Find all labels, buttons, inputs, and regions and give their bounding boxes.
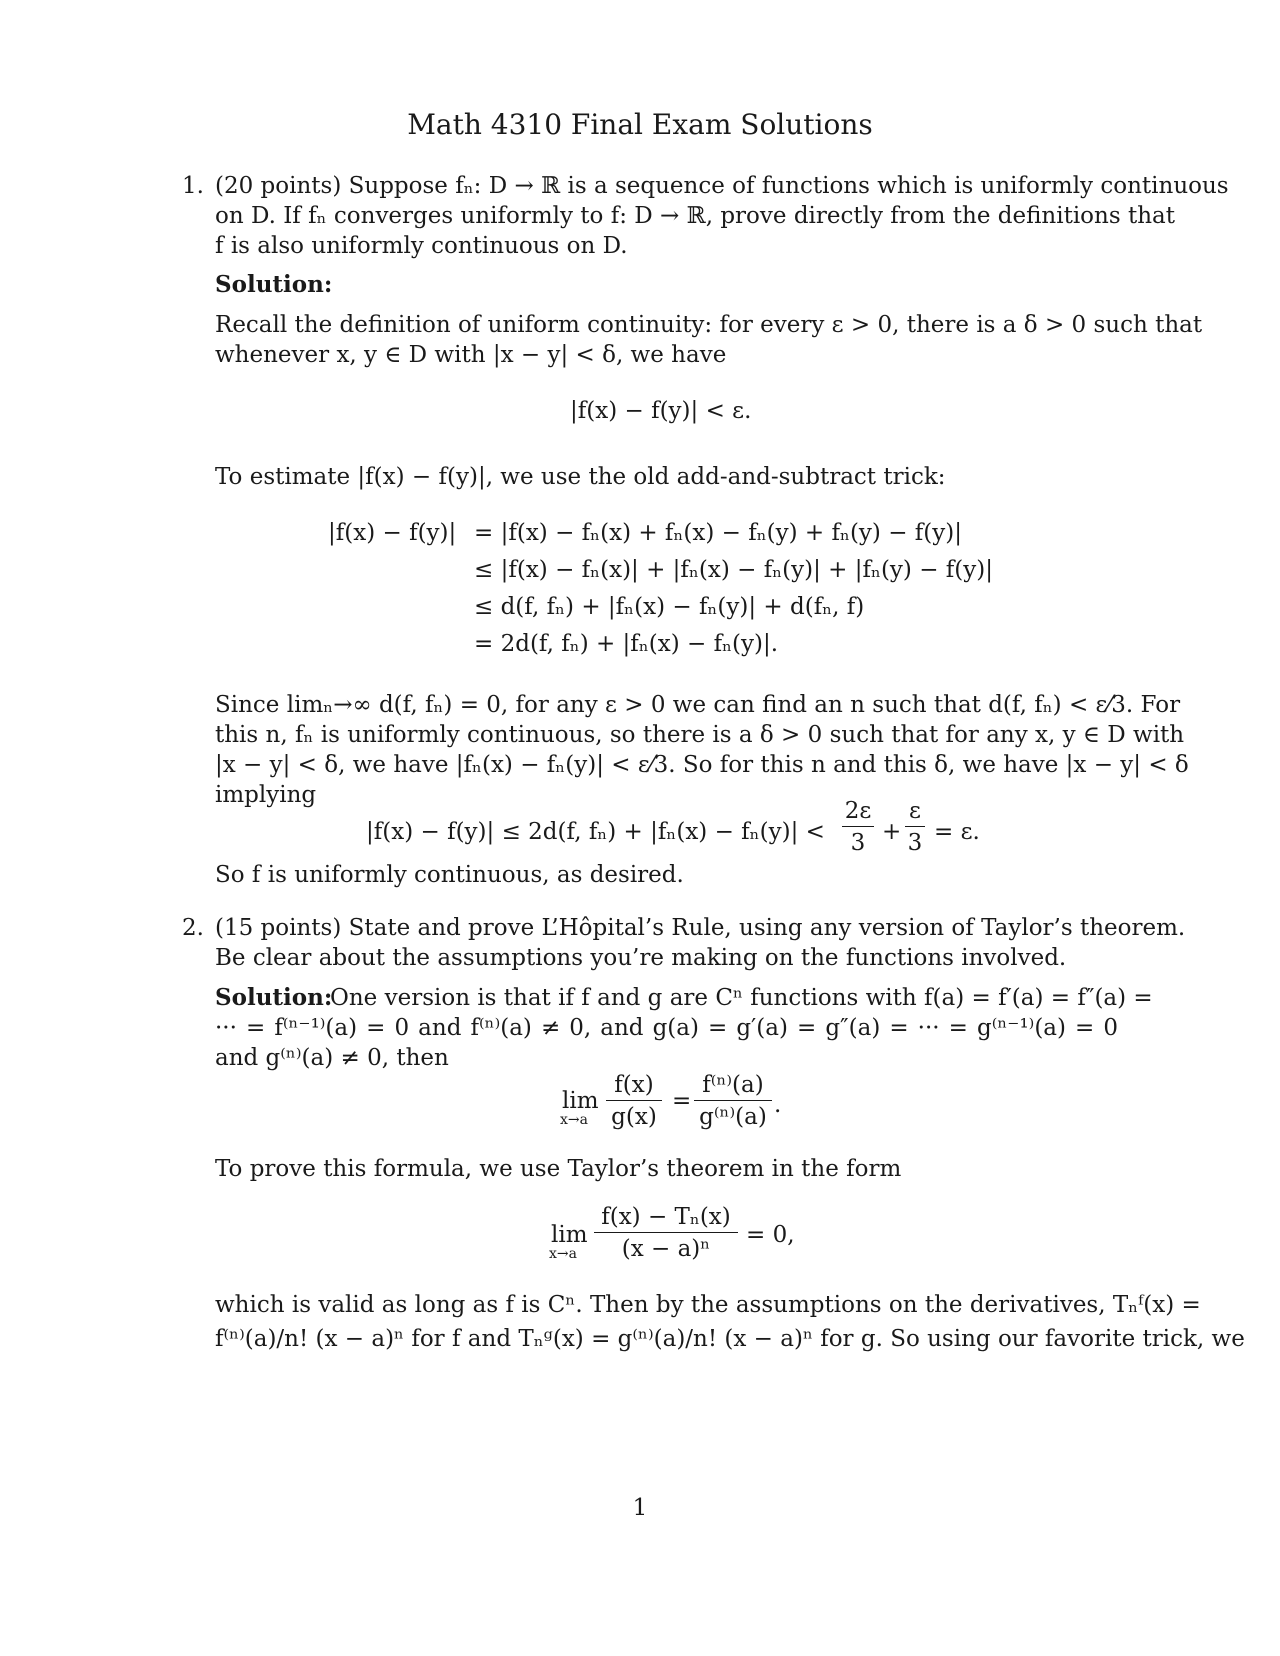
display-equation: |f(x) − f(y)| ≤ 2d(f, fₙ) + |fₙ(x) − fₙ(y)| <: [366, 819, 825, 845]
paragraph-line: ··· = f⁽ⁿ⁻¹⁾(a) = 0 and f⁽ⁿ⁾(a) ≠ 0, and g(a) = g′(a) = g″(a) = ··· = g⁽ⁿ⁻¹⁾(a) = 0: [215, 1015, 1118, 1041]
lim-word: lim: [562, 1088, 599, 1114]
problem-1-statement-line: f is also uniformly continuous on D.: [215, 233, 628, 259]
align-row: ≤ d(f, fₙ) + |fₙ(x) − fₙ(y)| + d(fₙ, f): [474, 594, 865, 620]
paragraph-line: To estimate |f(x) − f(y)|, we use the old add-and-subtract trick:: [215, 464, 946, 490]
page-number: 1: [632, 1495, 648, 1521]
fraction-bar: [694, 1100, 772, 1101]
paragraph-line: One version is that if f and g are Cⁿ functions with f(a) = f′(a) = f″(a) =: [330, 985, 1153, 1011]
fraction-denominator: 3: [850, 830, 866, 856]
display-equation: |f(x) − f(y)| < ε.: [570, 398, 752, 424]
paragraph-line: this n, fₙ is uniformly continuous, so there is a δ > 0 such that for any x, y ∈ D with: [215, 722, 1185, 748]
fraction-bar: [905, 826, 925, 827]
fraction-numerator: f(x): [614, 1072, 654, 1098]
fraction-bar: [842, 826, 874, 827]
fraction-denominator: g⁽ⁿ⁾(a): [699, 1104, 767, 1130]
problem-1-statement-line: on D. If fₙ converges uniformly to f: D → ℝ, prove directly from the definitions that: [215, 203, 1175, 229]
paragraph-line: Recall the definition of uniform continuity: for every ε > 0, there is a δ > 0 such that: [215, 312, 1203, 338]
fraction-numerator: f(x) − Tₙ(x): [601, 1204, 731, 1230]
fraction-numerator: 2ε: [844, 798, 872, 824]
paragraph-line: f⁽ⁿ⁾(a)/n! (x − a)ⁿ for f and Tₙᵍ(x) = g⁽ⁿ⁾(a)/n! (x − a)ⁿ for g. So using our favorite trick, we: [215, 1326, 1245, 1352]
paragraph-line: whenever x, y ∈ D with |x − y| < δ, we have: [215, 342, 727, 368]
paragraph-line: To prove this formula, we use Taylor’s theorem in the form: [215, 1156, 902, 1182]
lim-subscript: x→a: [549, 1246, 577, 1262]
lim-word: lim: [551, 1222, 588, 1248]
align-lhs: |f(x) − f(y)|: [328, 520, 457, 546]
paragraph-line: implying: [215, 782, 317, 808]
paragraph-line: |x − y| < δ, we have |fₙ(x) − fₙ(y)| < ε⁄3. So for this n and this δ, we have |x − y| < δ: [215, 752, 1189, 778]
fraction-denominator: (x − a)ⁿ: [621, 1236, 711, 1262]
paragraph-line: and g⁽ⁿ⁾(a) ≠ 0, then: [215, 1045, 449, 1071]
align-row: ≤ |f(x) − fₙ(x)| + |fₙ(x) − fₙ(y)| + |fₙ(y) − f(y)|: [474, 557, 993, 583]
lim-subscript: x→a: [560, 1112, 588, 1128]
problem-2-statement-line: (15 points) State and prove L’Hôpital’s Rule, using any version of Taylor’s theorem.: [215, 915, 1186, 941]
solution-label: Solution:: [215, 271, 333, 298]
equation-end: = 0,: [746, 1222, 795, 1248]
fraction-bar: [606, 1100, 662, 1101]
paragraph-line: So f is uniformly continuous, as desired.: [215, 862, 684, 888]
solution-label: Solution:: [215, 984, 333, 1011]
problem-2-statement-line: Be clear about the assumptions you’re making on the functions involved.: [215, 945, 1067, 971]
paragraph-line: Since limₙ→∞ d(f, fₙ) = 0, for any ε > 0 we can find an n such that d(f, fₙ) < ε⁄3. For: [215, 692, 1181, 718]
align-row: = |f(x) − fₙ(x) + fₙ(x) − fₙ(y) + fₙ(y) − f(y)|: [474, 520, 962, 546]
equation-end: = ε.: [934, 819, 980, 845]
problem-1-statement-line: (20 points) Suppose fₙ: D → ℝ is a sequence of functions which is uniformly continuous: [215, 173, 1229, 199]
fraction-bar: [594, 1232, 738, 1233]
fraction-denominator: g(x): [611, 1104, 657, 1130]
page-title: Math 4310 Final Exam Solutions: [407, 108, 873, 141]
equals-sign: =: [672, 1088, 692, 1114]
align-row: = 2d(f, fₙ) + |fₙ(x) − fₙ(y)|.: [474, 631, 779, 657]
fraction-numerator: f⁽ⁿ⁾(a): [702, 1072, 764, 1098]
paragraph-line: which is valid as long as f is Cⁿ. Then by the assumptions on the derivatives, Tₙᶠ(x) =: [215, 1292, 1201, 1318]
problem-1-number: 1.: [182, 173, 204, 199]
problem-2-number: 2.: [182, 915, 204, 941]
fraction-denominator: 3: [907, 830, 923, 856]
plus-sign: +: [882, 819, 902, 845]
equation-end: .: [774, 1092, 782, 1118]
fraction-numerator: ε: [909, 798, 921, 824]
